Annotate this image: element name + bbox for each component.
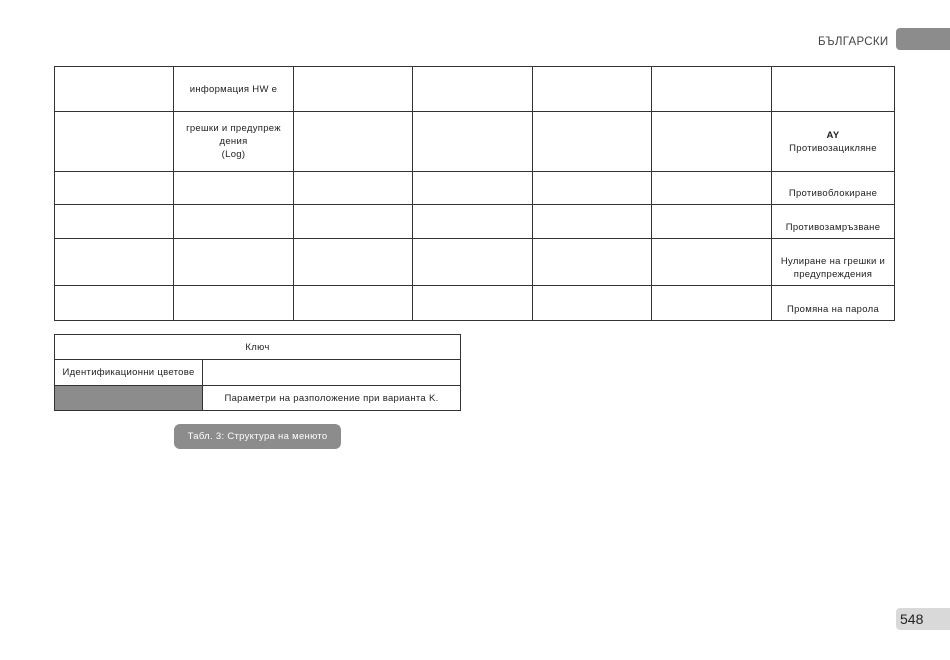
table-cell [413, 67, 533, 112]
table-caption: Табл. 3: Структура на менюто [174, 424, 341, 449]
table-cell [652, 205, 772, 239]
table-cell [55, 205, 174, 239]
key-value: Параметри на разположение при варианта K. [203, 386, 461, 411]
table-cell [533, 172, 652, 205]
key-title: Ключ [55, 335, 461, 360]
table-cell [772, 286, 895, 321]
table-cell [174, 239, 294, 286]
table-cell [55, 286, 174, 321]
table-cell [652, 112, 772, 172]
key-table [54, 334, 461, 411]
table-cell [55, 172, 174, 205]
table-cell [174, 67, 294, 112]
table-cell [652, 67, 772, 112]
table-cell [772, 67, 895, 112]
table-cell [174, 112, 294, 172]
key-row [55, 386, 461, 411]
table-cell [413, 112, 533, 172]
table-cell [294, 172, 413, 205]
table-cell [772, 172, 895, 205]
table-cell [772, 239, 895, 286]
table-cell [652, 172, 772, 205]
cell-text [176, 122, 291, 161]
key-value [203, 360, 461, 386]
menu-structure-table [54, 66, 895, 321]
page-number: 548 [900, 611, 924, 627]
table-row [55, 205, 895, 239]
table-row [55, 67, 895, 112]
table-cell [55, 239, 174, 286]
table-cell [294, 205, 413, 239]
cell-text-line: Противозацикляне [789, 142, 877, 154]
key-color-swatch [55, 386, 203, 411]
table-cell [174, 286, 294, 321]
table-cell [55, 67, 174, 112]
table-cell [294, 67, 413, 112]
table-cell [533, 112, 652, 172]
table-cell [294, 239, 413, 286]
cell-text: информация HW е [189, 83, 278, 95]
table-row [55, 172, 895, 205]
cell-text-line: предупреждения [793, 269, 873, 280]
table-cell [413, 286, 533, 321]
table-cell [533, 67, 652, 112]
table-cell [652, 286, 772, 321]
cell-text-line: AY [826, 129, 840, 141]
table-cell [55, 112, 174, 172]
language-label: БЪЛГАРСКИ [818, 36, 889, 48]
table-cell [174, 205, 294, 239]
table-cell [772, 112, 895, 172]
table-cell [413, 172, 533, 205]
table-cell [533, 205, 652, 239]
key-row [55, 360, 461, 386]
cell-text-line: дения [219, 136, 248, 147]
table-cell [174, 172, 294, 205]
table-cell [413, 239, 533, 286]
cell-text [774, 129, 892, 155]
key-label: Идентификационни цветове [55, 360, 203, 386]
cell-text: Противоблокиране [788, 188, 878, 199]
cell-text-line: Нулиране на грешки и [780, 256, 886, 267]
table-cell [772, 205, 895, 239]
cell-text: Промяна на парола [786, 304, 880, 315]
table-row [55, 112, 895, 172]
key-header-row [55, 335, 461, 360]
table-cell [294, 112, 413, 172]
cell-text [774, 255, 892, 281]
cell-text: Противозамръзване [785, 222, 881, 233]
cell-text-line: грешки и предупреж [186, 123, 281, 134]
table-cell [652, 239, 772, 286]
table-cell [533, 286, 652, 321]
table-row [55, 286, 895, 321]
language-tab [896, 28, 950, 50]
table-row [55, 239, 895, 286]
table-cell [533, 239, 652, 286]
table-cell [413, 205, 533, 239]
table-cell [294, 286, 413, 321]
cell-text-line: (Log) [221, 149, 246, 160]
